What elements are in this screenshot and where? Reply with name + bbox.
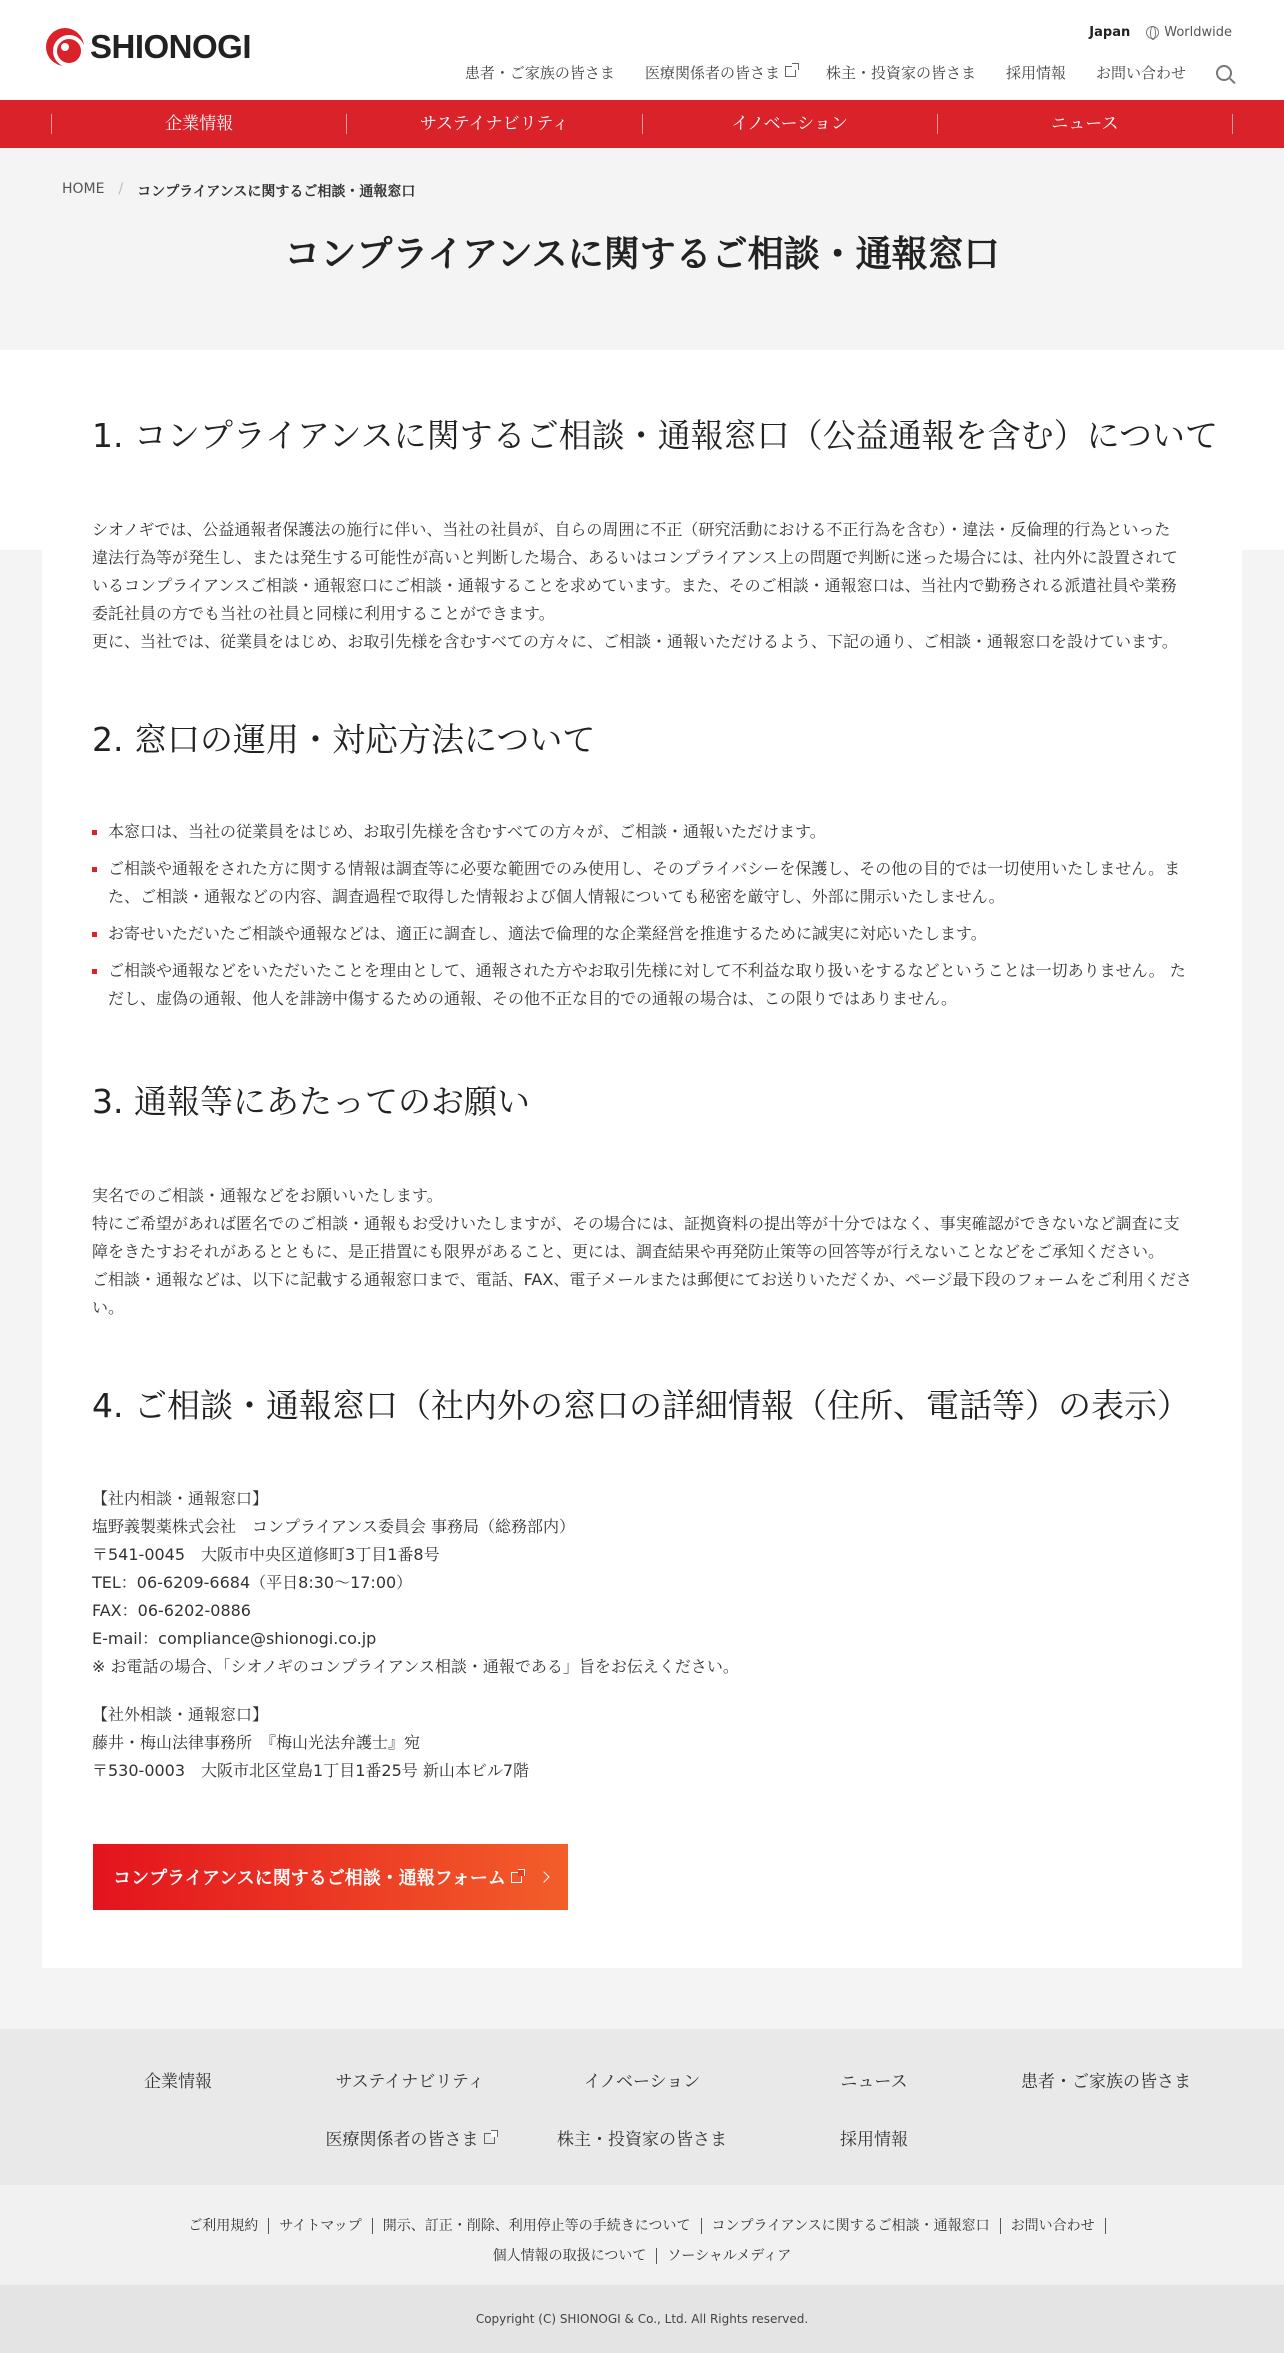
footer-links-row xyxy=(0,2245,1284,2265)
lang-worldwide-label: Worldwide xyxy=(1164,25,1232,40)
section3-line: ご相談・通報などは、以下に記載する通報窓口まで、電話、FAX、電子メールまたは郵便にてお送りいただくか、ページ最下段のフォームをご利用くださ xyxy=(92,1270,1192,1289)
top-nav xyxy=(435,62,1232,83)
external-link-icon xyxy=(484,2133,495,2144)
section1-line: シオノギでは、公益通報者保護法の施行に伴い、当社の社員が、自らの周囲に不正（研究活動における不正行為を含む）・違法・反倫理的行為といった xyxy=(92,520,1171,539)
list-item-line: 本窓口は、当社の従業員をはじめ、お取引先様を含むすべての方々が、ご相談・通報いただけます。 xyxy=(108,822,826,841)
section1-line: 違法行為等が発生し、または発生する可能性が高いと判断した場合、あるいはコンプライアンス上の問題で判断に迷った場合には、社内外に設置されて xyxy=(92,548,1178,567)
top-nav-medical[interactable] xyxy=(645,62,796,83)
footer-nav-sustainability[interactable]: サステイナビリティ xyxy=(335,2072,485,2092)
external-contact-line: 〒530-0003 大阪市北区堂島1丁目1番25号 新山本ビル7階 xyxy=(92,1761,530,1780)
main-nav-news[interactable]: ニュース xyxy=(937,114,1233,134)
internal-contact-line: 【社内相談・通報窓口】 xyxy=(92,1489,269,1508)
list-item-line: た、ご相談・通報などの内容、調査過程で取得した情報および個人情報についても秘密を厳守し、外部に開示いたしません。 xyxy=(108,887,1005,906)
top-nav-investors[interactable]: 株主・投資家の皆さま xyxy=(825,64,976,82)
internal-contact-line: TEL：06-6209-6684（平日8:30～17:00） xyxy=(92,1573,413,1592)
top-nav-contact[interactable]: お問い合わせ xyxy=(1095,64,1186,82)
footer-nav-patients[interactable]: 患者・ご家族の皆さま xyxy=(1021,2072,1191,2092)
logo[interactable] xyxy=(46,28,251,66)
footer-nav xyxy=(0,2029,1284,2185)
footer-link-contact[interactable]: お問い合わせ xyxy=(1001,2218,1106,2234)
logo-mark-icon xyxy=(46,28,84,66)
list-item xyxy=(92,920,1192,948)
footer-link-terms[interactable]: ご利用規約 xyxy=(178,2218,269,2234)
list-item-line: ご相談や通報をされた方に関する情報は調査等に必要な範囲でのみ使用し、そのプライバシーを保護し、その他の目的では一切使用いたしません。ま xyxy=(108,859,1181,878)
external-contact xyxy=(92,1701,1192,1785)
footer-link-disclosure[interactable]: 開示、訂正・削除、利用停止等の手続きについて xyxy=(373,2218,702,2234)
main-nav-sustainability[interactable]: サステイナビリティ xyxy=(346,114,641,134)
external-link-icon xyxy=(785,66,796,77)
footer-links-row xyxy=(0,2215,1284,2235)
footer-links xyxy=(0,2185,1284,2285)
internal-contact-line: FAX：06-6202-0886 xyxy=(92,1601,251,1620)
internal-contact-line: ※ お電話の場合、「シオノギのコンプライアンス相談・通報である」旨をお伝えください。 xyxy=(92,1657,739,1676)
lang-worldwide[interactable] xyxy=(1146,25,1232,40)
copyright: Copyright (C) SHIONOGI & Co., Ltd. All Rights reserved. xyxy=(0,2285,1284,2353)
page-title: コンプライアンスに関するご相談・通報窓口 xyxy=(284,234,1000,275)
globe-icon xyxy=(1146,26,1159,39)
footer-link-sitemap[interactable]: サイトマップ xyxy=(269,2218,372,2234)
chevron-right-icon xyxy=(538,1871,549,1882)
list-item xyxy=(92,855,1192,911)
list-item-line: お寄せいただいたご相談や通報などは、適正に調査し、適法で倫理的な企業経営を推進するために誠実に対応いたします。 xyxy=(108,924,987,943)
list-item-line: ご相談や通報などをいただいたことを理由として、通報された方やお取引先様に対して不利益な取り扱いをするなどということは一切ありません。 た xyxy=(108,961,1186,980)
consultation-form-button[interactable] xyxy=(93,1844,568,1910)
footer-nav-careers[interactable]: 採用情報 xyxy=(840,2130,908,2150)
breadcrumb-current: コンプライアンスに関するご相談・通報窓口 xyxy=(137,184,416,200)
footer-nav-company[interactable]: 企業情報 xyxy=(144,2072,212,2092)
footer-link-social[interactable]: ソーシャルメディア xyxy=(667,2248,792,2264)
lang-japan[interactable]: Japan xyxy=(1089,25,1131,40)
external-contact-line: 【社外相談・通報窓口】 xyxy=(92,1705,269,1724)
external-contact-line: 藤井・梅山法律事務所 『梅山光法弁護士』宛 xyxy=(92,1733,421,1752)
section3-line: 特にご希望があれば匿名でのご相談・通報もお受けいたしますが、その場合には、証拠資料の提出等が十分ではなく、事実確認ができないなど調査に支 xyxy=(92,1214,1180,1233)
footer-nav-innovation[interactable]: イノベーション xyxy=(583,2072,701,2092)
list-item xyxy=(92,818,1192,846)
section4-heading: 4. ご相談・通報窓口（社内外の窓口の詳細情報（住所、電話等）の表示） xyxy=(92,1386,1190,1425)
breadcrumb-separator: / xyxy=(118,181,124,197)
footer-link-compliance[interactable]: コンプライアンスに関するご相談・通報窓口 xyxy=(702,2218,1001,2234)
section3-line: 障をきたすおそれがあるとともに、是正措置にも限界があること、更には、調査結果や再発防止策等の回答等が行えないことなどをご承知ください。 xyxy=(92,1242,1165,1261)
footer-nav-investors[interactable]: 株主・投資家の皆さま xyxy=(557,2130,727,2150)
section3-body xyxy=(92,1182,1192,1322)
top-nav-patients[interactable]: 患者・ご家族の皆さま xyxy=(464,64,615,82)
main-nav-innovation[interactable]: イノベーション xyxy=(642,114,937,134)
site-header xyxy=(0,0,1284,100)
main-nav-company[interactable]: 企業情報 xyxy=(51,114,346,134)
section1-heading: 1. コンプライアンスに関するご相談・通報窓口（公益通報を含む）について xyxy=(92,416,1219,455)
footer-nav-medical[interactable] xyxy=(290,2125,530,2150)
internal-contact-line: E-mail：compliance@shionogi.co.jp xyxy=(92,1629,377,1648)
section3-line: 実名でのご相談・通報などをお願いいたします。 xyxy=(92,1186,443,1205)
section1-line: 委託社員の方でも当社の社員と同様に利用することができます。 xyxy=(92,604,555,623)
search-icon[interactable] xyxy=(1216,65,1232,81)
external-link-icon xyxy=(511,1872,522,1883)
list-item-line: だし、虚偽の通報、他人を誹謗中傷するための通報、その他不正な目的での通報の場合は、この限りではありません。 xyxy=(108,989,957,1008)
footer-nav-news[interactable]: ニュース xyxy=(840,2072,908,2092)
section3-line: い。 xyxy=(92,1298,125,1317)
logo-text: SHIONOGI xyxy=(90,28,252,65)
language-switcher xyxy=(1089,25,1232,40)
internal-contact-line: 〒541-0045 大阪市中央区道修町3丁目1番8号 xyxy=(92,1545,440,1564)
section1-line: 更に、当社では、従業員をはじめ、お取引先様を含むすべての方々に、ご相談・通報いただけるよう、下記の通り、ご相談・通報窓口を設けています。 xyxy=(92,632,1178,651)
section1-body xyxy=(92,516,1192,656)
section1-line: いるコンプライアンスご相談・通報窓口にご相談・通報することを求めています。また、そのご相談・通報窓口は、当社内で勤務される派遣社員や業務 xyxy=(92,576,1177,595)
top-nav-careers[interactable]: 採用情報 xyxy=(1005,64,1066,82)
section3-heading: 3. 通報等にあたってのお願い xyxy=(92,1082,530,1121)
breadcrumb-home[interactable]: HOME xyxy=(62,181,105,197)
main-nav xyxy=(0,100,1284,148)
top-nav-medical-label: 医療関係者の皆さま xyxy=(644,64,780,82)
footer-link-privacy[interactable]: 個人情報の取扱について xyxy=(483,2248,658,2264)
consultation-form-button-label: コンプライアンスに関するご相談・通報フォーム xyxy=(113,1868,506,1889)
list-item xyxy=(92,957,1192,1013)
footer-nav-medical-label: 医療関係者の皆さま xyxy=(325,2130,479,2150)
breadcrumb xyxy=(62,181,415,201)
internal-contact xyxy=(92,1485,1192,1681)
section2-list xyxy=(92,818,1192,1022)
section2-heading: 2. 窓口の運用・対応方法について xyxy=(92,720,596,759)
internal-contact-line: 塩野義製薬株式会社 コンプライアンス委員会 事務局（総務部内） xyxy=(92,1517,576,1536)
